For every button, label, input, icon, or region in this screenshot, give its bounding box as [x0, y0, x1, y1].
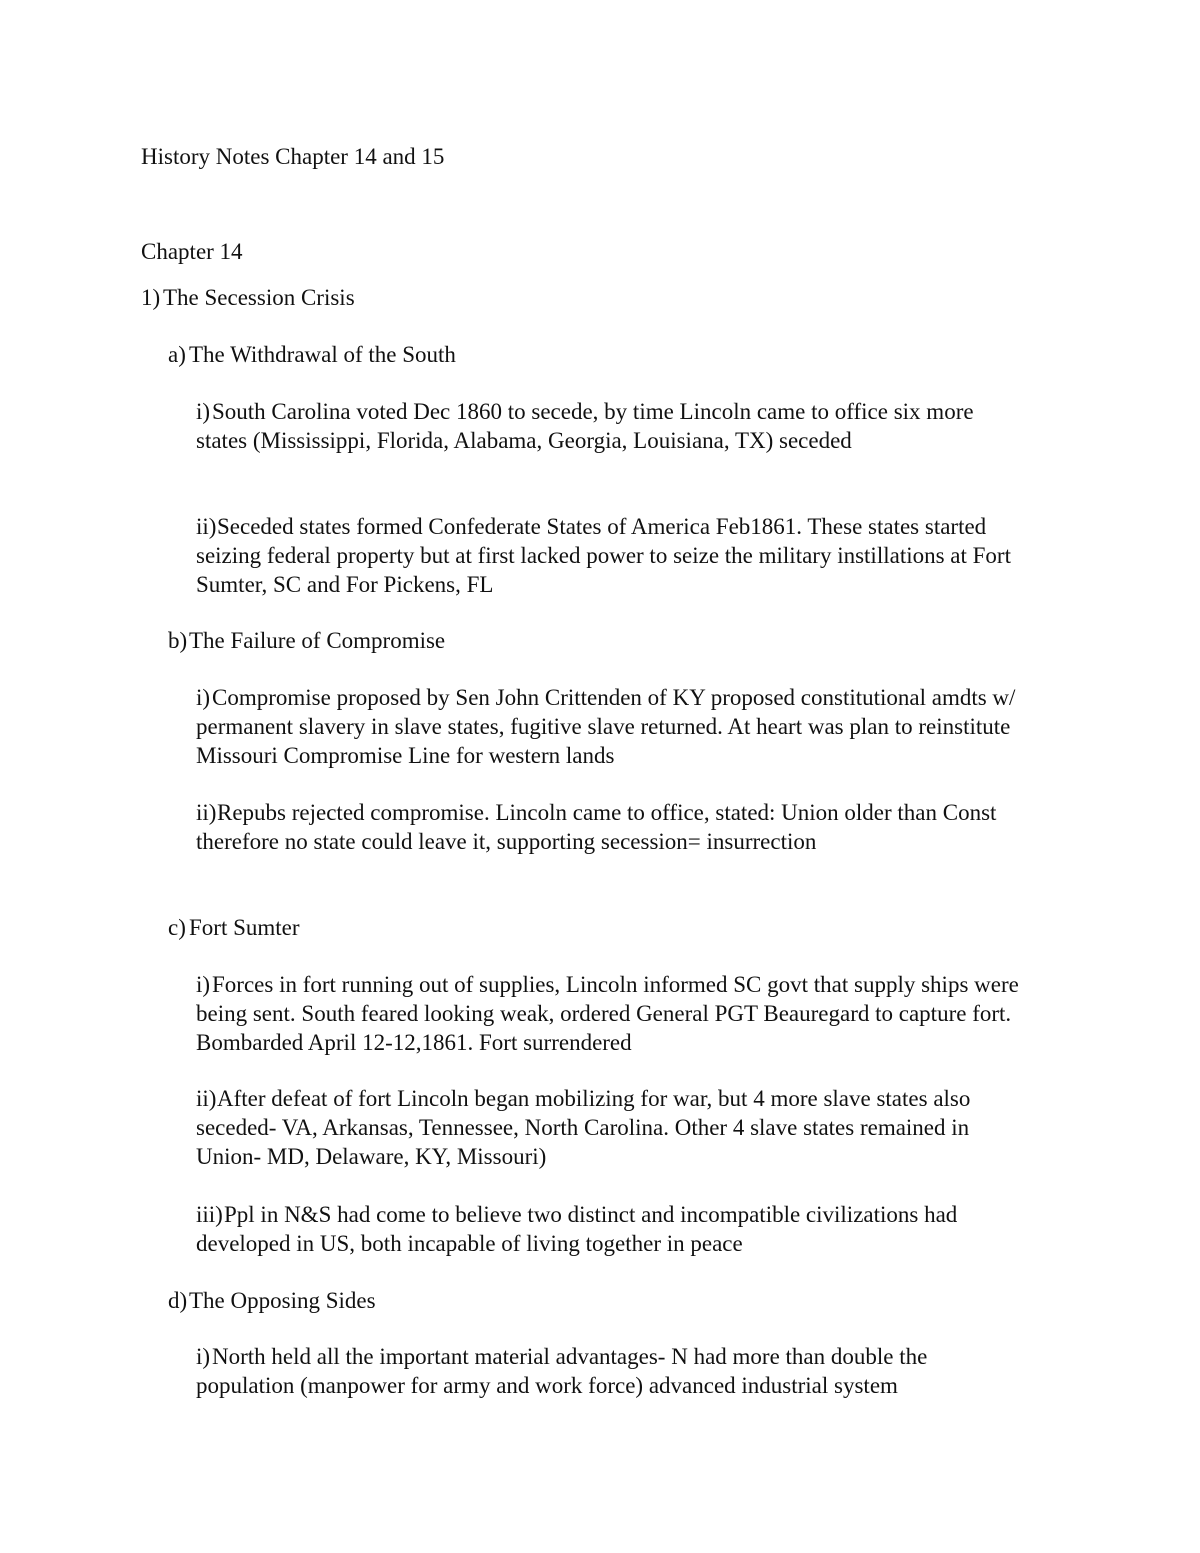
document-title: History Notes Chapter 14 and 15	[141, 144, 445, 169]
list-item-text: Seceded states formed Confederate States of America Feb1861. These states started seizing federal property but at first lacked power to seize the military instillations at Fort Sumter, SC and For Pickens, FL	[196, 514, 1011, 598]
subsection-title: Fort Sumter	[189, 915, 300, 940]
outline-label: 1)	[141, 285, 161, 310]
list-item-text: Compromise proposed by Sen John Crittenden of KY proposed constitutional amdts w/ permanent slavery in slave states, fugitive slave returned. At heart was plan to reinstitute Missouri Compromise Line for western lands	[196, 685, 1016, 769]
outline-label: iii)	[196, 1202, 223, 1227]
list-item-text: After defeat of fort Lincoln began mobilizing for war, but 4 more slave states also seceded- VA, Arkansas, Tennessee, North Carolina. Other 4 slave states remained in Union- MD, Delaware, KY, Missouri)	[196, 1086, 971, 1170]
outline-label: a)	[168, 342, 186, 367]
outline-label: ii)	[196, 514, 217, 539]
outline-label: ii)	[196, 800, 217, 825]
section-title: The Secession Crisis	[163, 285, 355, 310]
subsection-title: The Opposing Sides	[189, 1288, 376, 1313]
list-item-text: Repubs rejected compromise. Lincoln came to office, stated: Union older than Const therefore no state could leave it, supporting secession= insurrection	[196, 800, 997, 855]
outline-label: i)	[196, 399, 211, 424]
outline-label: i)	[196, 1344, 211, 1369]
list-item-text: Ppl in N&S had come to believe two distinct and incompatible civilizations had developed in US, both incapable of living together in peace	[196, 1202, 958, 1257]
outline-label: ii)	[196, 1086, 217, 1111]
outline-label: c)	[168, 915, 186, 940]
outline-label: i)	[196, 972, 211, 997]
list-item-text: South Carolina voted Dec 1860 to secede, by time Lincoln came to office six more states (Mississippi, Florida, Alabama, Georgia, Louisiana, TX) seceded	[196, 399, 974, 454]
subsection-title: The Withdrawal of the South	[189, 342, 456, 367]
outline-label: b)	[168, 628, 188, 653]
list-item-text: Forces in fort running out of supplies, Lincoln informed SC govt that supply ships were being sent. South feared looking weak, ordered General PGT Beauregard to capture fort. Bombarded April 12-12,1861. Fort surrendered	[196, 972, 1019, 1056]
outline-label: d)	[168, 1288, 188, 1313]
subsection-title: The Failure of Compromise	[189, 628, 446, 653]
list-item-text: North held all the important material advantages- N had more than double the population (manpower for army and work force) advanced industrial system	[196, 1344, 928, 1399]
chapter-heading: Chapter 14	[141, 239, 243, 264]
outline-label: i)	[196, 685, 211, 710]
